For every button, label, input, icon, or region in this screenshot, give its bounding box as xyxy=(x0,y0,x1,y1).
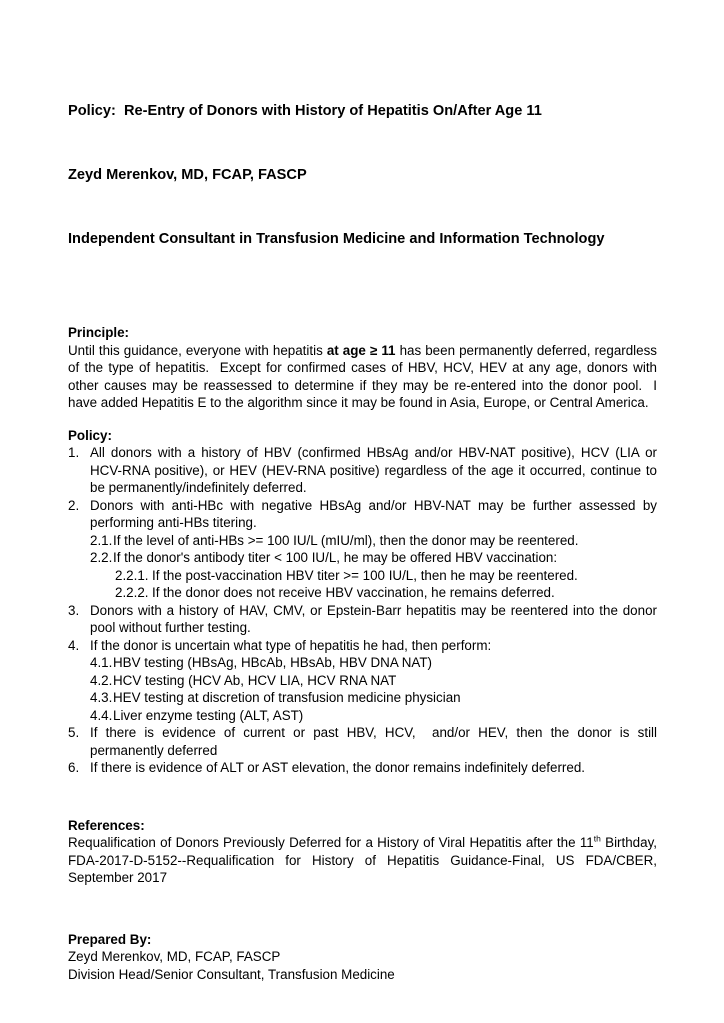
policy-item-text: Donors with a history of HAV, CMV, or Epstein-Barr hepatitis may be reentered into the donor pool without further testing. xyxy=(90,602,661,636)
policy-item-text: HBV testing (HBsAg, HBcAb, HBsAb, HBV DNA NAT) xyxy=(113,655,432,671)
policy-item-number: 6. xyxy=(68,760,80,776)
policy-item xyxy=(68,672,657,690)
policy-item xyxy=(68,724,661,759)
policy-item-text: HCV testing (HCV Ab, HCV LIA, HCV RNA NAT xyxy=(113,672,397,688)
policy-list xyxy=(68,444,661,777)
policy-item-number: 1. xyxy=(68,445,80,461)
policy-item xyxy=(68,689,657,707)
policy-item-number: 2.1. xyxy=(90,532,113,548)
prepared-by-section xyxy=(68,931,657,984)
author-line: Zeyd Merenkov, MD, FCAP, FASCP xyxy=(68,167,307,184)
policy-item-number: 2.2.2. xyxy=(115,585,149,601)
policy-item-text: HEV testing at discretion of transfusion medicine physician xyxy=(113,690,461,706)
principle-heading: Principle: xyxy=(68,325,130,341)
policy-item xyxy=(68,497,661,532)
principle-bold-phrase: at age ≥ 11 xyxy=(326,342,396,358)
document-header xyxy=(68,58,657,293)
policy-item-text: If there is evidence of current or past HBV, HCV, and/or HEV, then the donor is still permanently deferred xyxy=(90,725,661,758)
policy-item xyxy=(68,637,657,655)
policy-item-number: 4. xyxy=(68,637,80,653)
references-paragraph xyxy=(68,834,661,887)
references-text-after: Birthday, FDA-2017-D-5152--Requalification for History of Hepatitis Guidance-Final, US FDA/CBER, September 2017 xyxy=(68,835,661,886)
policy-item-text: If the post-vaccination HBV titer >= 100 IU/L, then he may be reentered. xyxy=(152,567,578,583)
policy-item xyxy=(68,532,657,550)
policy-item-number: 3. xyxy=(68,602,80,618)
references-text-before: Requalification of Donors Previously Deferred for a History of Viral Hepatitis after the 11 xyxy=(68,835,594,851)
references-heading: References: xyxy=(68,817,145,833)
principle-text-before: Until this guidance, everyone with hepatitis xyxy=(68,342,327,358)
document-title: Policy: Re-Entry of Donors with History of Hepatitis On/After Age 11 xyxy=(68,102,542,119)
policy-item xyxy=(68,549,657,567)
author-role-line: Independent Consultant in Transfusion Medicine and Information Technology xyxy=(68,231,605,248)
prepared-by-heading: Prepared By: xyxy=(68,931,152,947)
principle-section xyxy=(68,324,661,412)
policy-item-text: If there is evidence of ALT or AST elevation, the donor remains indefinitely deferred. xyxy=(90,760,585,776)
policy-item-text: If the donor does not receive HBV vaccination, he remains deferred. xyxy=(152,585,555,601)
policy-item xyxy=(68,444,661,497)
policy-item-number: 2.2.1. xyxy=(115,567,149,583)
policy-item-text: If the donor's antibody titer < 100 IU/L, he may be offered HBV vaccination: xyxy=(113,550,558,566)
references-section xyxy=(68,817,661,887)
policy-item xyxy=(68,707,657,725)
policy-item-number: 2.2. xyxy=(90,550,113,566)
prepared-by-role: Division Head/Senior Consultant, Transfusion Medicine xyxy=(68,966,395,982)
policy-section xyxy=(68,427,661,777)
policy-item-text: Liver enzyme testing (ALT, AST) xyxy=(113,707,304,723)
policy-item-text: All donors with a history of HBV (confirmed HBsAg and/or HBV-NAT positive), HCV (LIA or HCV-RNA positive), or HEV (HEV-RNA positive) regardless of the age it occurred, continue to be permanently/indefinitely deferred. xyxy=(90,445,661,496)
policy-item-text: If the level of anti-HBs >= 100 IU/L (mIU/ml), then the donor may be reentered. xyxy=(113,532,579,548)
policy-item-number: 4.2. xyxy=(90,672,113,688)
policy-item xyxy=(68,654,657,672)
policy-item xyxy=(68,584,657,602)
policy-heading: Policy: xyxy=(68,427,112,443)
policy-item xyxy=(68,759,657,777)
policy-item-text: Donors with anti-HBc with negative HBsAg and/or HBV-NAT may be further assessed by performing anti-HBs titering. xyxy=(90,497,661,531)
policy-item-number: 5. xyxy=(68,725,80,741)
ordinal-superscript: th xyxy=(593,834,601,844)
prepared-by-name: Zeyd Merenkov, MD, FCAP, FASCP xyxy=(68,949,281,965)
policy-item-number: 2. xyxy=(68,497,80,513)
policy-item xyxy=(68,602,661,637)
policy-item xyxy=(68,567,657,585)
principle-paragraph xyxy=(68,342,661,412)
principle-text-after: has been permanently deferred, regardless of the type of hepatitis. Except for confirmed cases of HBV, HCV, HEV at any age, donors with other causes may be reassessed to determine if they may be re-entered into the donor pool. I have added Hepatitis E to the algorithm since it may be found in Asia, Europe, or Central America. xyxy=(68,342,661,411)
policy-item-number: 4.4. xyxy=(90,707,113,723)
policy-item-number: 4.1. xyxy=(90,655,113,671)
policy-item-number: 4.3. xyxy=(90,690,113,706)
policy-item-text: If the donor is uncertain what type of hepatitis he had, then perform: xyxy=(90,637,492,653)
